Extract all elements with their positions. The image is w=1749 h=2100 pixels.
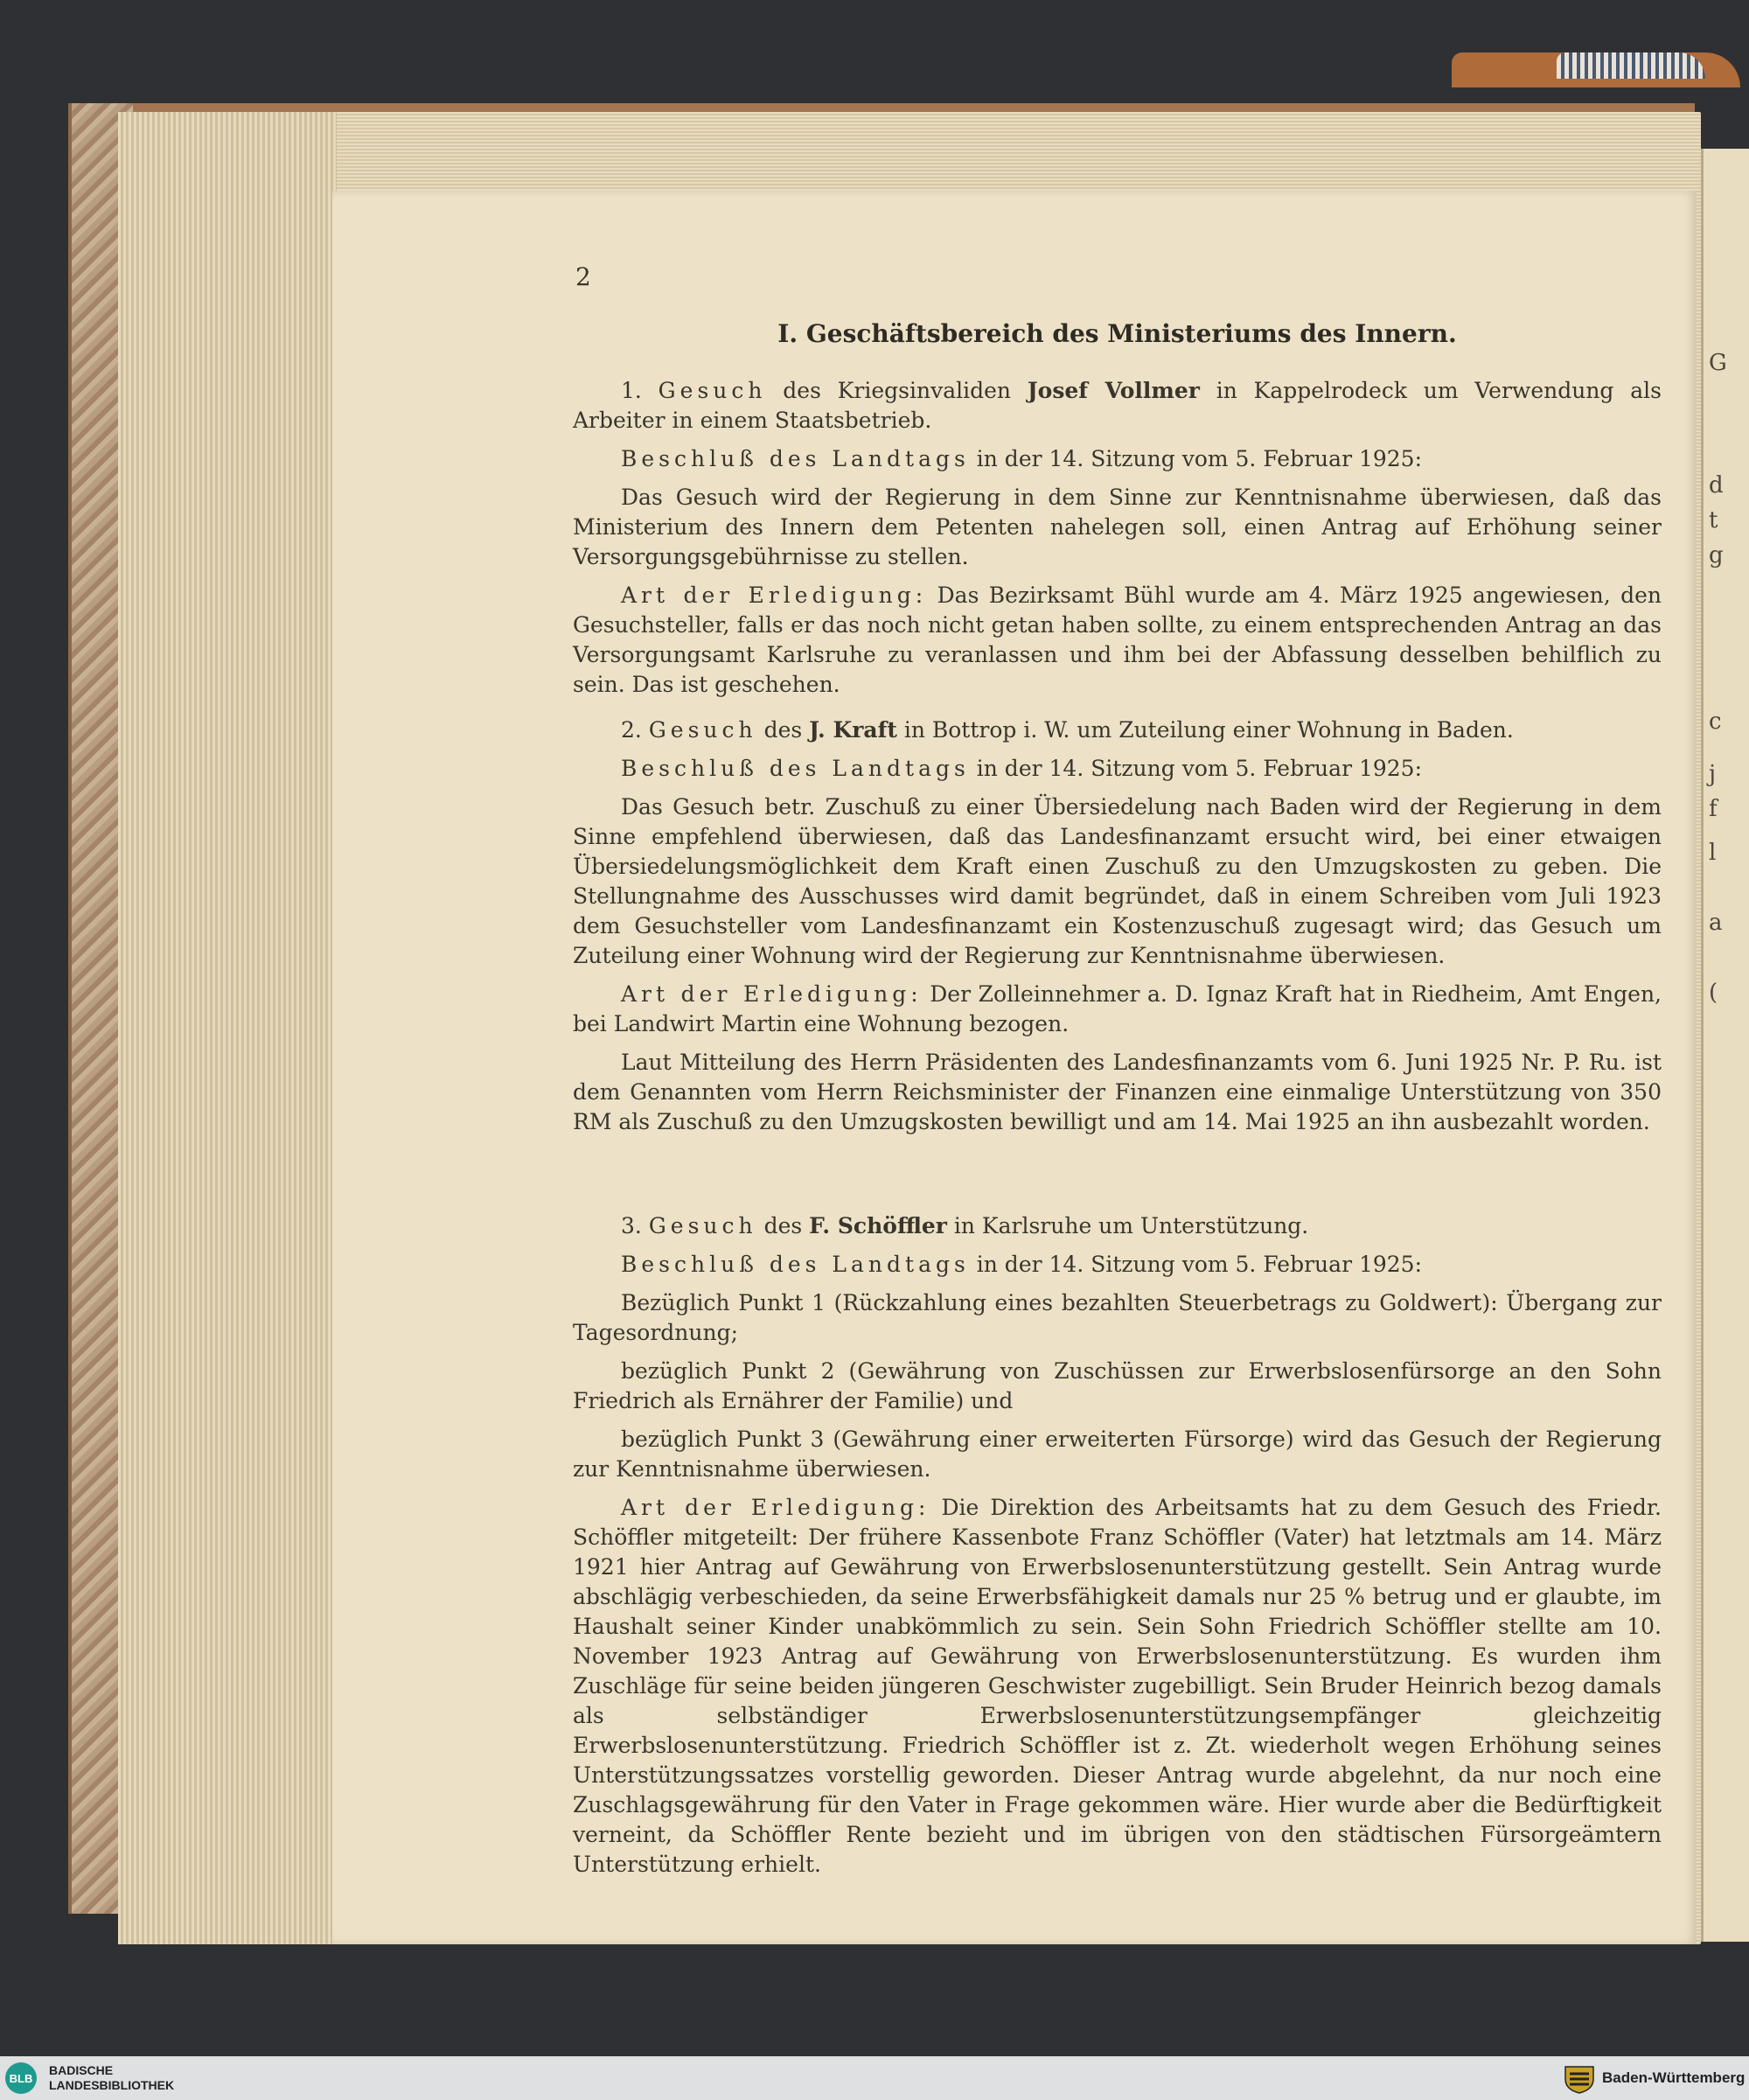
item-2-beschluss: Beschluß des Landtags in der 14. Sitzung vom 5. Februar 1925: (621, 756, 1423, 781)
state-name[interactable]: Baden-Württemberg (1602, 2069, 1746, 2086)
item-2-beschluss-text: Das Gesuch betr. Zuschuß zu einer Übersiedelung nach Baden wird der Regierung in dem Sinne empfehlend überwiesen, daß das Landesfinanzamt ersucht wird, bei einer etwaigen Übersiedelungsmöglichkeit dem Kraft einen Zuschuß zu den Umzugskosten zu geben. Die Stellungnahme des Ausschusses wird damit begründet, daß in einem Schreiben vom Juli 1923 dem Gesuchsteller vom Landesfinanzamt ein Kostenzuschuß zugesagt wird; das Gesuch um Zuteilung einer Wohnung wird der Regierung zur Kenntnisnahme überwiesen. (573, 794, 1662, 968)
library-name[interactable]: BADISCHE LANDESBIBLIOTHEK (49, 2063, 175, 2092)
item-3-erledigung: Art der Erledigung: Die Direktion des Arbeitsamts hat zu dem Gesuch des Friedr. Schöffler mitgeteilt: Der frühere Kassenbote Franz Schöffler (Vater) hat letztmals am 14. März 1921 hier Antrag auf Gewährung von Erwerbslosenunterstützung gestellt. Sein Antrag wurde abschlägig verbeschieden, da seine Erwerbsfähigkeit damals nur 25 % betrug und er glaubte, im Haushalt seiner Kinder unabkömmlich zu sein. Sein Sohn Friedrich Schöffler stellte am 10. November 1923 Antrag auf Gewährung von Erwerbslosenunterstützung. Es wurden ihm Zuschläge für seine beiden jüngeren Geschwister zugebilligt. Sein Bruder Heinrich bezog damals als selbständiger Erwerbslosenunterstützungsempfänger gleichzeitig Erwerbslosenunterstützung. Friedrich Schöffler ist z. Zt. wiederholt wegen Erhöhung seines Unterstützungssatzes vorstellig geworden. Dieser Antrag wurde abgelehnt, da nur noch eine Zuschlagsgewährung für den Vater in Frage gekommen wäre. Hier wurde aber die Bedürftigkeit verneint, da Schöffler Rente bezieht und im übrigen von den städtischen Fürsorgeämtern Unterstützung erhielt. (573, 1495, 1662, 1877)
item-1 (573, 376, 1662, 708)
item-1-title: 1. Gesuch des Kriegsinvaliden Josef Vollmer in Kappelrodeck um Verwendung als Arbeiter in einem Staatsbetrieb. (573, 378, 1662, 433)
item-3-beschluss-point-2: bezüglich Punkt 2 (Gewährung von Zuschüssen zur Erwerbslosenfürsorge an den Sohn Friedrich als Ernährer der Familie) und (573, 1358, 1662, 1413)
page-stack-side (118, 112, 337, 1944)
item-2-title: 2. Gesuch des J. Kraft in Bottrop i. W. um Zuteilung einer Wohnung in Baden. (621, 717, 1514, 743)
blb-logo-icon[interactable]: BLB (5, 2062, 37, 2094)
book-headband-stitching (1557, 52, 1705, 79)
viewer-footer (0, 2056, 1749, 2100)
page-number: 2 (575, 262, 591, 291)
item-1-beschluss-text: Das Gesuch wird der Regierung in dem Sinne zur Kenntnisnahme überwiesen, daß das Ministerium des Innern dem Petenten nahelegen soll, einen Antrag auf Erhöhung seiner Versorgungsgebührnisse zu stellen. (573, 485, 1662, 569)
item-2-extra: Laut Mitteilung des Herrn Präsidenten des Landesfinanzamts vom 6. Juni 1925 Nr. P. Ru. ist dem Genannten vom Herrn Reichsminister der Finanzen eine einmalige Unterstützung von 350 RM als Zuschuß zu den Umzugskosten bewilligt und am 14. Mai 1925 an ihn ausbezahlt worden. (573, 1050, 1662, 1134)
item-3-title: 3. Gesuch des F. Schöffler in Karlsruhe um Unterstützung. (621, 1213, 1309, 1238)
facing-page-edge: G d t g c j f l a ( (1701, 149, 1749, 1942)
item-1-erledigung: Art der Erledigung: Das Bezirksamt Bühl wurde am 4. März 1925 angewiesen, den Gesuchsteller, falls er das noch nicht getan haben sollte, zu einem entsprechenden Antrag an das Versorgungsamt Karlsruhe zu veranlassen und ihm bei der Abfassung desselben behilflich zu sein. Das ist geschehen. (573, 583, 1662, 697)
item-3 (573, 1211, 1662, 1888)
item-3-beschluss: Beschluß des Landtags in der 14. Sitzung vom 5. Februar 1925: (621, 1252, 1423, 1277)
item-1-beschluss: Beschluß des Landtags in der 14. Sitzung vom 5. Februar 1925: (621, 446, 1423, 471)
item-2 (573, 715, 1662, 1146)
item-3-beschluss-point-3: bezüglich Punkt 3 (Gewährung einer erweiterten Fürsorge) wird das Gesuch der Regierung zur Kenntnisnahme überwiesen. (573, 1427, 1662, 1482)
item-3-beschluss-point-1: Bezüglich Punkt 1 (Rückzahlung eines bezahlten Steuerbetrags zu Goldwert): Übergang zur Tagesordnung; (573, 1290, 1662, 1345)
section-heading: I. Geschäftsbereich des Ministeriums des Innern. (777, 319, 1457, 348)
baden-wuerttemberg-crest-icon (1562, 2063, 1597, 2095)
item-2-erledigung: Art der Erledigung: Der Zolleinnehmer a. D. Ignaz Kraft hat in Riedheim, Amt Engen, bei Landwirt Martin eine Wohnung bezogen. (573, 981, 1662, 1036)
